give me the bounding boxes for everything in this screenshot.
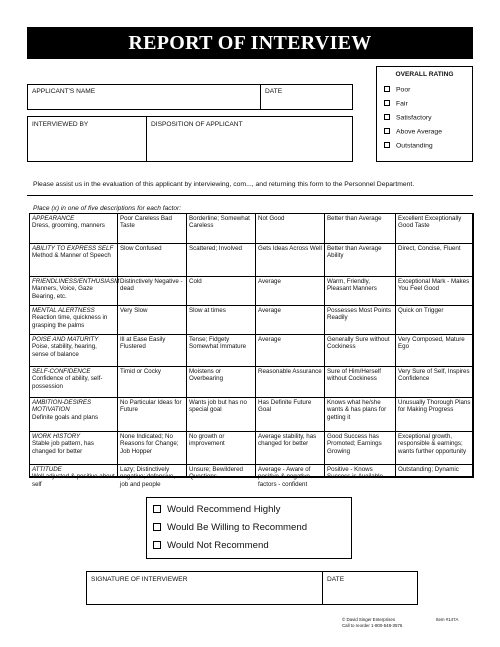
- rating-level-cell[interactable]: No growth or improvement: [186, 432, 255, 464]
- disposition-label: DISPOSITION OF APPLICANT: [151, 121, 243, 128]
- factor-cell: [30, 277, 120, 305]
- recommendation-box: [146, 497, 352, 559]
- factor-cell: [30, 214, 117, 243]
- form-title: REPORT OF INTERVIEW: [27, 27, 473, 59]
- rating-level-cell[interactable]: Very Sure of Self, Inspires Confidence: [395, 367, 473, 397]
- factor-name: POISE AND MATURITY: [32, 336, 99, 343]
- rating-level-cell[interactable]: None Indicated; No Reasons for Change; Job Hopper: [117, 432, 186, 464]
- factor-cell: [30, 244, 117, 276]
- rating-level-cell[interactable]: Exceptional growth, responsible & earnings; wants further opportunity: [395, 432, 473, 464]
- rating-level-cell[interactable]: Unusually Thorough Plans for Making Progress: [395, 398, 473, 431]
- rating-level-cell[interactable]: Scattered; Involved: [186, 244, 255, 276]
- factor-row: [30, 335, 472, 367]
- factor-row: [30, 277, 472, 306]
- date-field[interactable]: [260, 84, 353, 110]
- rating-level-cell[interactable]: Moistens or Overbearing: [186, 367, 255, 397]
- factor-cell: [30, 432, 117, 464]
- factor-description: Reaction time, quickness in grasping the palms: [32, 314, 108, 329]
- rating-level-cell[interactable]: Timid or Cocky: [117, 367, 186, 397]
- factor-cell: [30, 306, 117, 334]
- factor-description: Method & Manner of Speech: [32, 252, 111, 260]
- rating-level-cell[interactable]: Possesses Most Points Readily: [324, 306, 395, 334]
- checkbox-icon[interactable]: [384, 142, 390, 148]
- footer-copyright: © David Singer Enterprises: [342, 617, 396, 622]
- rating-option-poor[interactable]: Poor: [384, 86, 410, 94]
- factor-row: [30, 367, 472, 398]
- applicant-name-label: APPLICANT'S NAME: [32, 88, 96, 95]
- rating-level-cell[interactable]: Borderline; Somewhat Careless: [186, 214, 255, 243]
- rating-level-cell[interactable]: Reasonable Assurance: [255, 367, 324, 397]
- factor-description: Stable job pattern, has changed for better: [32, 440, 94, 455]
- rating-option-above-average[interactable]: Above Average: [384, 128, 442, 136]
- disposition-field[interactable]: [146, 116, 353, 162]
- rating-level-cell[interactable]: Average: [255, 306, 324, 334]
- instructions-text: Please assist us in the evaluation of this applicant by interviewing, com..., and returning this form to the Personnel Department.: [33, 181, 415, 188]
- evaluation-grid: [29, 213, 474, 488]
- rating-level-cell[interactable]: Tense; Fidgety Somewhat Immature: [186, 335, 255, 366]
- rating-level-cell[interactable]: Gets Ideas Across Well: [255, 244, 324, 276]
- place-note: Place (x) in one of five descriptions for each factor:: [33, 205, 182, 212]
- rating-option-outstanding[interactable]: Outstanding: [384, 142, 433, 150]
- factor-cell: [30, 335, 117, 366]
- recommend-highly-option[interactable]: Would Recommend Highly: [153, 504, 280, 515]
- rating-level-cell[interactable]: Lazy; Distinctively negative; defensive, job and people: [117, 465, 186, 477]
- factor-row: [30, 398, 472, 432]
- rating-level-cell[interactable]: Average - Aware of positive & negative factors - confident: [255, 465, 324, 477]
- rating-level-cell[interactable]: Slow Confused: [117, 244, 186, 276]
- rating-level-cell[interactable]: Excellent Exceptionally Good Taste: [395, 214, 473, 243]
- recommend-willing-option[interactable]: Would Be Willing to Recommend: [153, 522, 307, 533]
- rating-level-cell[interactable]: Slow at times: [186, 306, 255, 334]
- rating-level-cell[interactable]: Exceptional Mark - Makes You Feel Good: [395, 277, 473, 305]
- interviewed-by-label: INTERVIEWED BY: [32, 121, 89, 128]
- rating-level-cell[interactable]: Cold: [186, 277, 255, 305]
- factor-description: Dress, grooming, manners: [32, 222, 105, 230]
- rating-level-cell[interactable]: Generally Sure without Cockiness: [324, 335, 395, 366]
- rating-option-fair[interactable]: Fair: [384, 100, 408, 108]
- factor-description: Well adjusted & positive about self: [32, 473, 115, 488]
- rating-option-satisfactory[interactable]: Satisfactory: [384, 114, 432, 122]
- factor-name: ABILITY TO EXPRESS SELF: [32, 245, 114, 252]
- rating-level-cell[interactable]: Knows what he/she wants & has plans for getting it: [324, 398, 395, 431]
- divider: [27, 195, 473, 196]
- checkbox-icon[interactable]: [384, 128, 390, 134]
- rating-level-cell[interactable]: Poor Careless Bad Taste: [117, 214, 186, 243]
- factor-description: Poise, stability, hearing, sense of balance: [32, 343, 97, 358]
- applicant-name-field[interactable]: [27, 84, 261, 110]
- rating-level-cell[interactable]: Distinctively Negative - dead: [117, 277, 186, 305]
- rating-level-cell[interactable]: No Particular Ideas for Future: [117, 398, 186, 431]
- recommend-not-option[interactable]: Would Not Recommend: [153, 540, 269, 551]
- rating-level-cell[interactable]: Better than Average Ability: [324, 244, 395, 276]
- factor-name: MENTAL ALERTNESS: [32, 307, 95, 314]
- checkbox-icon[interactable]: [384, 114, 390, 120]
- rating-level-cell[interactable]: Wants job but has no special goal: [186, 398, 255, 431]
- factor-row: [30, 465, 472, 488]
- rating-level-cell[interactable]: Ill at Ease Easily Flustered: [117, 335, 186, 366]
- checkbox-icon[interactable]: [153, 523, 161, 531]
- factor-row: [30, 214, 472, 244]
- factor-description: Definite goals and plans: [32, 413, 99, 421]
- rating-level-cell[interactable]: Positive - Knows Success is Available: [324, 465, 395, 477]
- factor-row: [30, 432, 472, 465]
- overall-rating-title: OVERALL RATING: [395, 71, 454, 78]
- signature-date-label: DATE: [327, 576, 345, 583]
- rating-level-cell[interactable]: Better than Average: [324, 214, 395, 243]
- rating-level-cell[interactable]: Warm, Friendly, Pleasant Manners: [324, 277, 395, 305]
- rating-level-cell[interactable]: Average: [255, 277, 324, 305]
- rating-level-cell[interactable]: Very Slow: [117, 306, 186, 334]
- checkbox-icon[interactable]: [384, 100, 390, 106]
- factor-row: [30, 306, 472, 335]
- interviewed-by-field[interactable]: [27, 116, 147, 162]
- rating-level-cell[interactable]: Average stability, has changed for better: [255, 432, 324, 464]
- rating-level-cell[interactable]: Very Composed, Mature Ego: [395, 335, 473, 366]
- factor-cell: [30, 398, 117, 431]
- factor-name: SELF-CONFIDENCE: [32, 368, 91, 375]
- rating-level-cell[interactable]: Outstanding; Dynamic: [395, 465, 473, 477]
- factor-cell: [30, 465, 117, 488]
- rating-level-cell[interactable]: Unsure; Bewildered Questions...: [186, 465, 255, 477]
- footer-item-number: Item #147A: [436, 617, 459, 622]
- rating-level-cell[interactable]: Good Success has Promoted; Earnings Growing: [324, 432, 395, 464]
- footer-reorder: Call to reorder 1-800-548-3576: [342, 623, 403, 628]
- rating-level-cell[interactable]: Direct, Concise, Fluent: [395, 244, 473, 276]
- factor-description: Confidence of ability, self-possession: [32, 375, 103, 390]
- rating-level-cell[interactable]: Quick on Trigger: [395, 306, 473, 334]
- factor-description: Manners, Voice, Gaze Bearing, etc.: [32, 285, 93, 300]
- factor-name: FRIENDLINESS/ENTHUSIASM: [32, 278, 120, 285]
- rating-level-cell[interactable]: Average: [255, 335, 324, 366]
- signature-date-field[interactable]: [322, 571, 418, 605]
- factor-name: ATTITUDE: [32, 466, 62, 473]
- rating-level-cell[interactable]: Sure of Him/Herself without Cockiness: [324, 367, 395, 397]
- date-label: DATE: [265, 88, 283, 95]
- overall-rating-box: [376, 66, 473, 162]
- checkbox-icon[interactable]: [153, 505, 161, 513]
- factor-name: WORK HISTORY: [32, 433, 81, 440]
- signature-field[interactable]: [86, 571, 323, 605]
- factor-row: [30, 244, 472, 277]
- checkbox-icon[interactable]: [153, 541, 161, 549]
- signature-label: SIGNATURE OF INTERVIEWER: [91, 576, 188, 583]
- factor-name: APPEARANCE: [32, 215, 75, 222]
- factor-cell: [30, 367, 117, 397]
- checkbox-icon[interactable]: [384, 86, 390, 92]
- rating-level-cell[interactable]: Has Definite Future Goal: [255, 398, 324, 431]
- rating-level-cell[interactable]: Not Good: [255, 214, 324, 243]
- factor-name: AMBITION-DESIRES MOTIVATION: [32, 399, 92, 414]
